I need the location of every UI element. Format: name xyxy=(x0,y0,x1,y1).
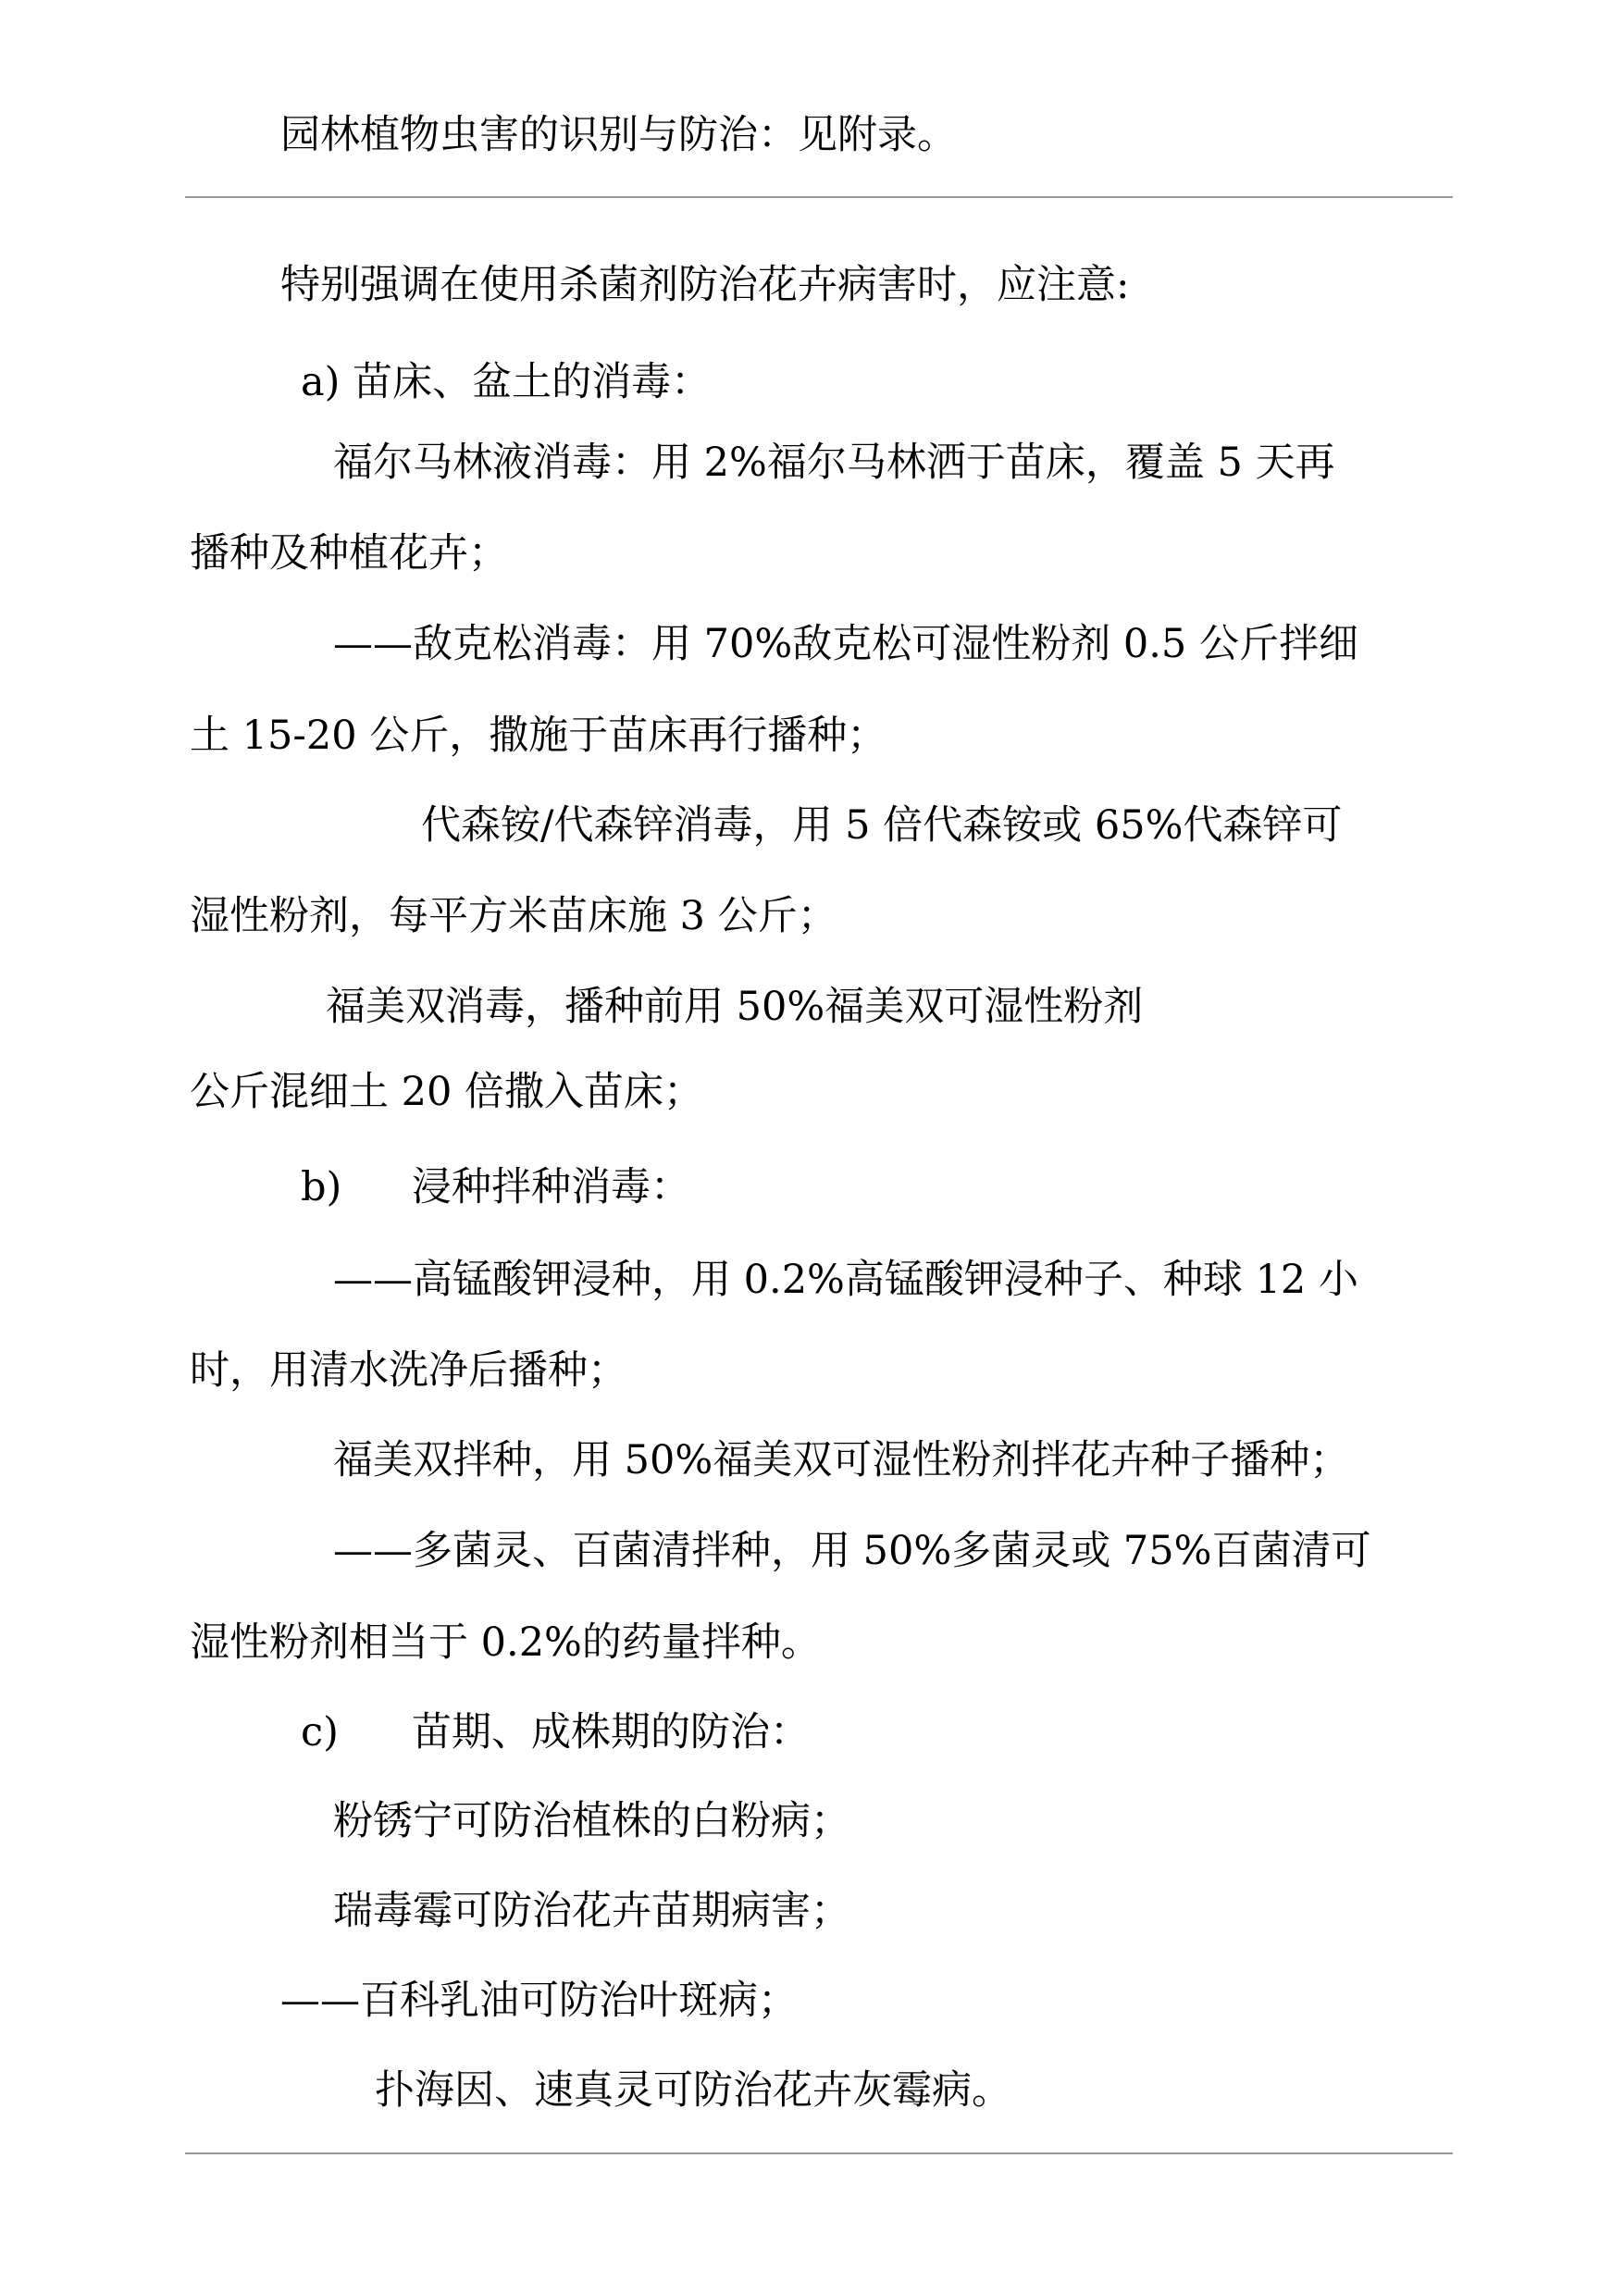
section-b-item-3-line-2: 湿性粉剂相当于 0.2%的药量拌种。 xyxy=(190,1619,821,1666)
section-a-item-1-line-2: 播种及种植花卉； xyxy=(190,530,508,577)
section-a-item-2-line-1: ——敌克松消毒：用 70%敌克松可湿性粉剂 0.5 公斤拌细 xyxy=(333,621,1358,667)
section-b-label: b) xyxy=(301,1164,342,1210)
section-c-heading: 苗期、成株期的防治： xyxy=(412,1709,810,1755)
section-b-item-1-line-1: ——高锰酸钾浸种，用 0.2%高锰酸钾浸种子、种球 12 小 xyxy=(333,1257,1358,1303)
section-a-item-4-line-2: 公斤混细土 20 倍撒入苗床； xyxy=(190,1069,704,1115)
section-a-item-4-line-1: 福美双消毒，播种前用 50%福美双可湿性粉剂 xyxy=(326,984,1144,1030)
section-c-item-3: ——百科乳油可防治叶斑病； xyxy=(280,1978,798,2024)
section-b-item-1-line-2: 时，用清水洗净后播种； xyxy=(190,1347,627,1394)
top-divider xyxy=(185,196,1453,198)
section-a-item-1-line-1: 福尔马林液消毒：用 2%福尔马林洒于苗床，覆盖 5 天再 xyxy=(333,440,1335,486)
section-a-item-3-line-1: 代森铵/代森锌消毒，用 5 倍代森铵或 65%代森锌可 xyxy=(421,802,1343,849)
section-a-item-3-line-2: 湿性粉剂，每平方米苗床施 3 公斤； xyxy=(190,893,837,939)
section-b-heading: 浸种拌种消毒： xyxy=(412,1164,690,1210)
section-a-item-2-line-2: 土 15-20 公斤，撒施于苗床再行播种； xyxy=(190,713,887,759)
section-a-heading: a) 苗床、盆土的消毒： xyxy=(301,359,712,405)
section-c-item-1: 粉锈宁可防治植株的白粉病； xyxy=(333,1798,850,1844)
section-c-label: c) xyxy=(301,1709,339,1755)
section-b-item-3-line-1: ——多菌灵、百菌清拌种，用 50%多菌灵或 75%百菌清可 xyxy=(333,1528,1371,1574)
section-b-item-2-line-1: 福美双拌种，用 50%福美双可湿性粉剂拌花卉种子播种； xyxy=(333,1437,1350,1483)
bottom-divider xyxy=(185,2152,1453,2154)
section-c-item-4: 扑海因、速真灵可防治花卉灰霉病。 xyxy=(375,2067,1011,2114)
top-line: 园林植物虫害的识别与防治：见附录。 xyxy=(280,112,957,158)
intro-line: 特别强调在使用杀菌剂防治花卉病害时，应注意: xyxy=(280,262,1130,308)
section-c-item-2: 瑞毒霉可防治花卉苗期病害； xyxy=(333,1888,850,1934)
